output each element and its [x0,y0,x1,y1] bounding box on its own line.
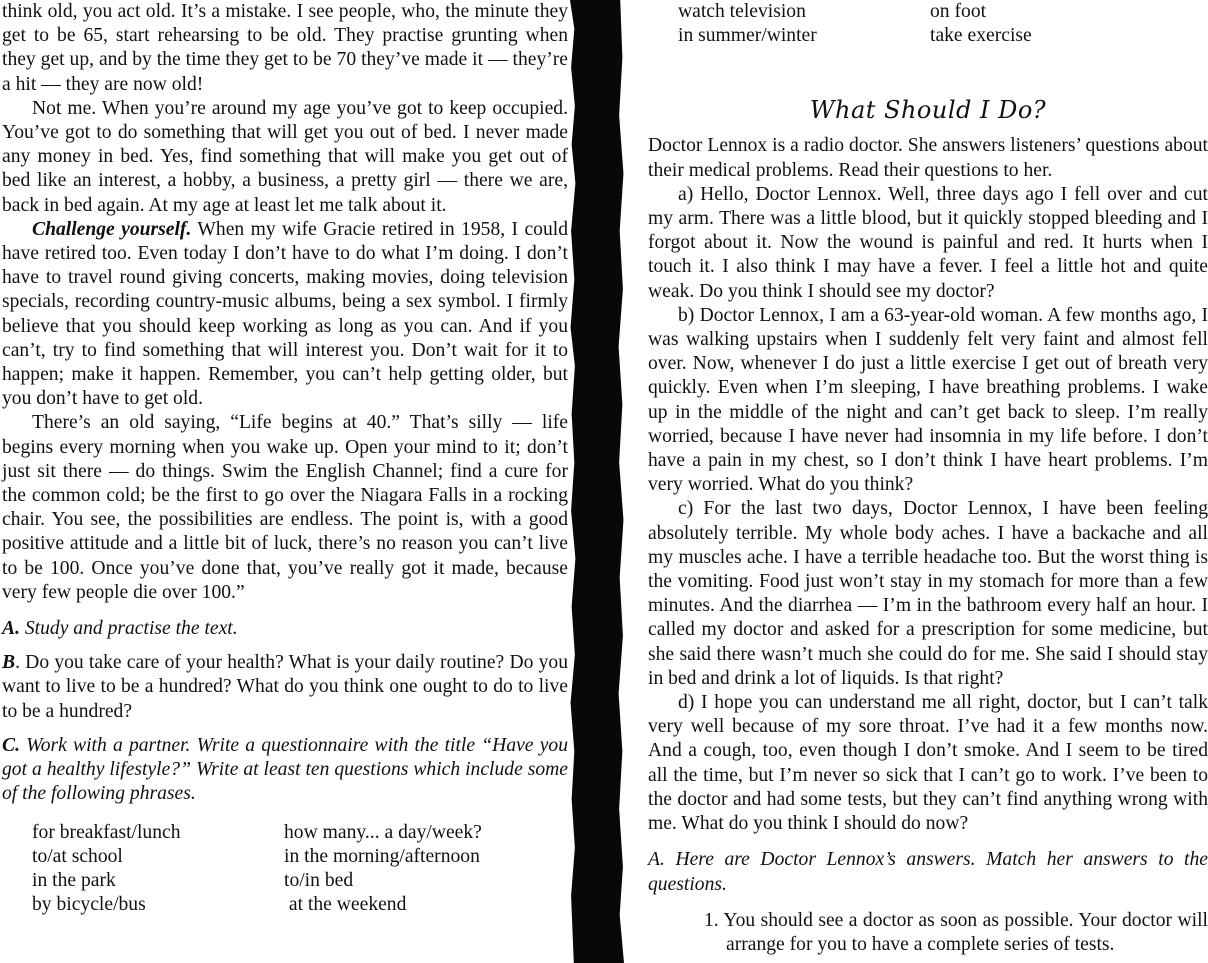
right-column [648,0,1208,957]
left-column [2,0,568,917]
section-title: What Should I Do? [809,96,1047,125]
answer-1: 1. You should see a doctor as soon as possible. Your doctor will arrange for you to have a complete series of tests. [704,909,1208,955]
phrase-row: in the park to/in bed [32,869,354,891]
phrase-row: watch television on foot [678,1,987,22]
task-a-answers: A. Here are Doctor Lennox’s answers. Match her answers to the questions. [648,849,1208,895]
paragraph: think old, you act old. It’s a mistake. I see people, who, the minute they get to be 65, start rehearsing to be old. They practise grunting when they get up, and by the time they get to be 70 they’ve made it — they’re a hit — they are now old! [2,1,568,95]
paragraph-challenge [2,218,568,412]
phrase-row: for breakfast/lunch how many... a day/week? [32,821,482,843]
phrase-row: to/at school in the morning/afternoon [32,845,480,867]
task-a: A. Study and practise the text. [2,618,238,640]
task-c: C. Work with a partner. Write a questionnaire with the title “Have you got a healthy lifestyle?” Write at least ten questions which include some of the following phrases. [2,734,568,805]
letter-b: b) Doctor Lennox, I am a 63-year-old woman. A few months ago, I was walking upstairs when I suddenly felt very faint and almost fell over. Now, whenever I do just a little exercise I get out of breath very quickly. Even when I’m sleeping, I have breathing problems. I wake up in the middle of the night and can’t get back to sleep. I’m really worried, because I have never had insomnia in my life before. I don’t have a pain in my chest, so I don’t think I have heart problems. I’m very worried. What do you think? [648,304,1208,496]
phrase-list [2,821,568,918]
intro-paragraph: Doctor Lennox is a radio doctor. She answers listeners’ questions about their medical problems. Read their questions to her. [648,135,1208,181]
page-divider [570,0,624,963]
letter-c: c) For the last two days, Doctor Lennox, I have been feeling absolutely terrible. My whole body aches. I have a backache and all my muscles ache. I have a terrible headache too. But the worst thing is the vomiting. Food just won’t stay in my stomach for more than a few minutes. And the diarrhea — I’m in the bathroom every half an hour. I called my doctor and asked for a prescription for some medicine, but she said there wasn’t much she could do for me. She said I should stay in bed and drink a lot of liquids. Is that right? [648,498,1208,689]
challenge-text: When my wife Gracie retired in 1958, I could have retired too. Even today I don’t have to do what I’m doing. I don’t have to travel round giving concerts, making movies, doing television specials, recording country-music albums, being a sex symbol. I firmly believe that you should keep working as long as you can. And if you can’t, try to find something that will interest you. Don’t wait for it to happen; make it happen. Remember, you can’t help getting older, but you don’t have to get old. [2,218,569,410]
phrase-row: by bicycle/bus at the weekend [32,894,407,916]
challenge-lead: Challenge yourself. [32,218,192,240]
letter-a: a) Hello, Doctor Lennox. Well, three days ago I fell over and cut my arm. There was a little blood, but it quickly stopped bleeding and I forgot about it. Now the wound is painful and red. It hurts when I touch it. I also think I may have a fever. I feel a little hot and quite weak. Do you think I should see my doctor? [648,183,1208,302]
phrase-list [648,0,1208,48]
task-b: B. Do you take care of your health? What is your daily routine? Do you want to live to be a hundred? What do you think one ought to do to live to be a hundred? [2,652,568,722]
phrase-row: in summer/winter take exercise [678,25,1032,47]
paragraph: There’s an old saying, “Life begins at 40.” That’s silly — life begins every morning when you wake up. Open your mind to it; don’t just sit there — do things. Swim the English Channel; find a cure for the common cold; be the first to go over the Niagara Falls in a rocking chair. You see, the possibilities are endless. The point is, with a good positive attitude and a little bit of luck, there’s no reason you can’t live to be 100. Once you’ve done that, you’ve really got it made, because very few people die over 100.” [2,412,568,603]
paragraph: Not me. When you’re around my age you’ve got to keep occupied. You’ve got to do something that will get you out of bed. I never made any money in bed. Yes, find something that will make you get out of bed like an interest, a hobby, a business, a pretty girl — there we are, back in bed again. At my age at least let me talk about it. [2,97,568,216]
letter-d: d) I hope you can understand me all right, doctor, but I can’t talk very well because of my sore throat. I’ve had it a few months now. And a cough, too, even though I don’t smoke. And I seem to be tired all the time, but I’m never so sick that I can’t go to work. I’ve been to the doctor and had some tests, but they can’t find anything wrong with me. What do you think I should do now? [648,692,1208,835]
